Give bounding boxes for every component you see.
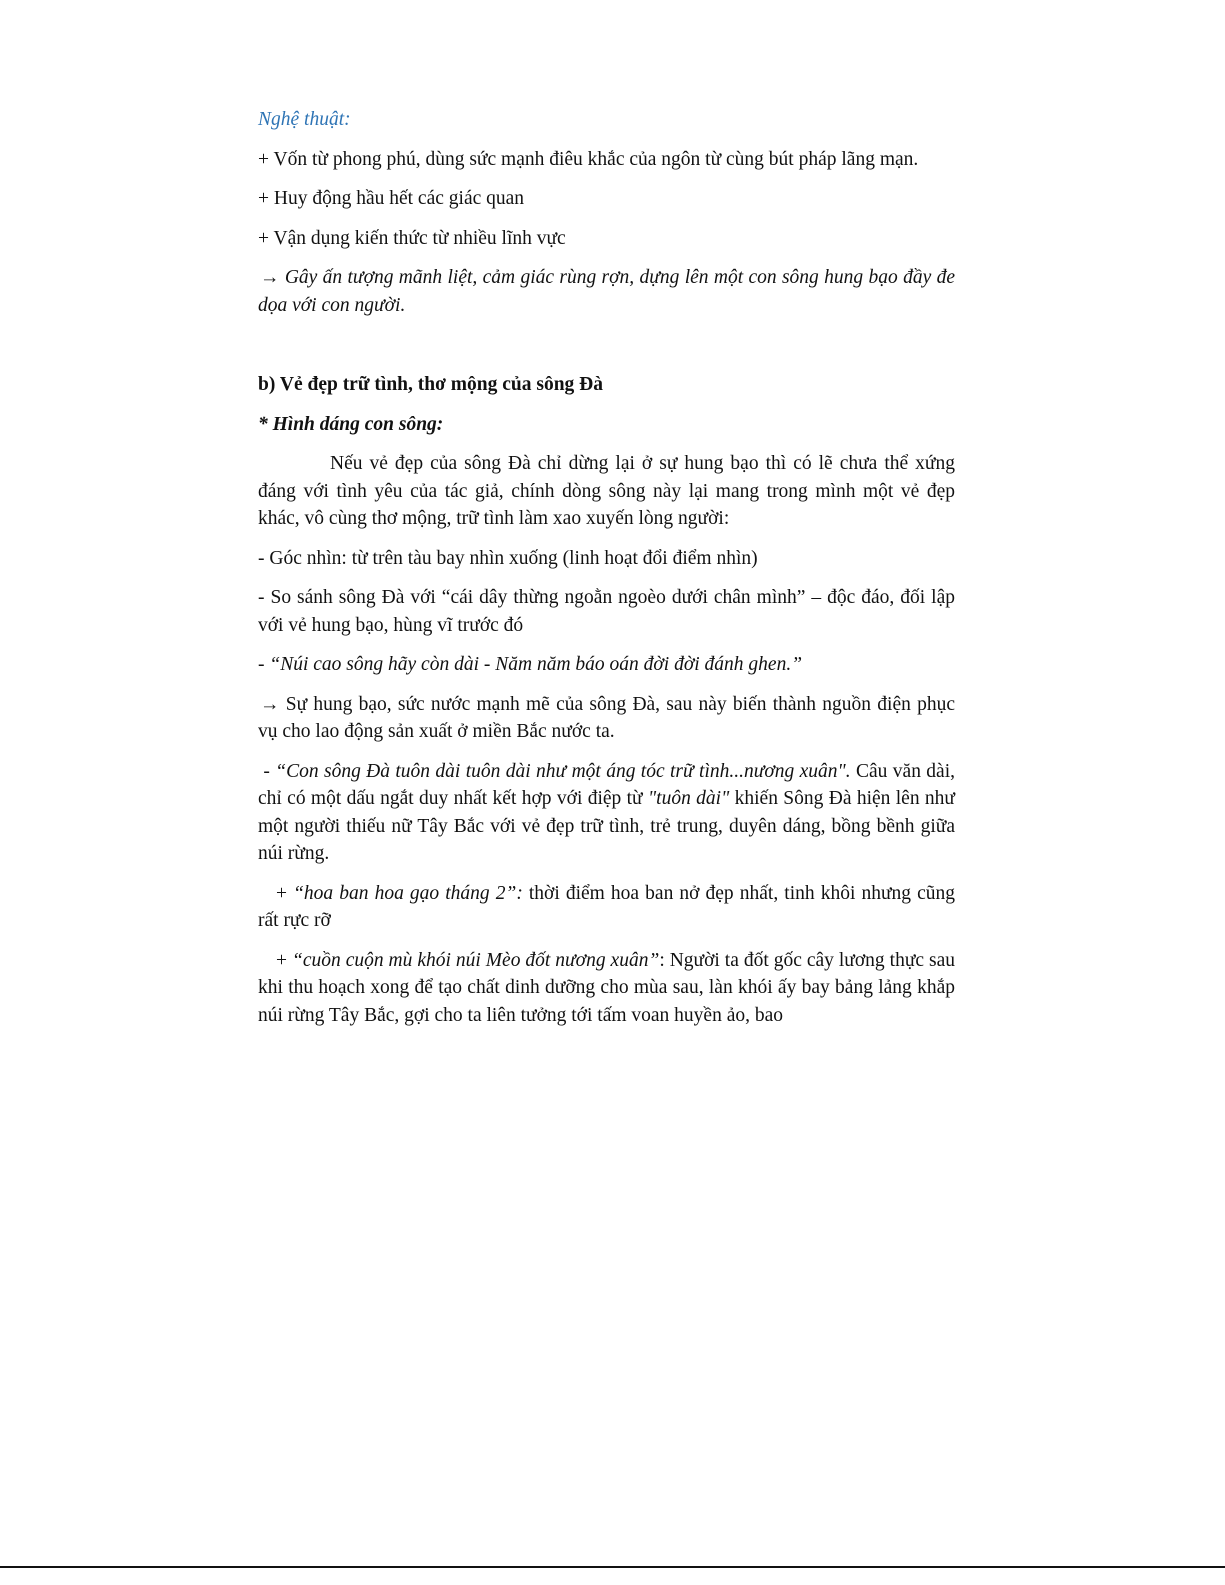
flower-rest: thời điểm hoa ban nở đẹp nhất, tinh khôi nhưng cũng rất rực rỡ bbox=[258, 882, 955, 931]
flower-prefix: + bbox=[276, 882, 294, 904]
section-b-title: b) Vẻ đẹp trữ tình, thơ mộng của sông Đà bbox=[258, 374, 604, 395]
power-conclusion: → Sự hung bạo, sức nước mạnh mẽ của sông Đà, sau này biến thành nguồn điện phục vụ cho lao động sản xuất ở miền Bắc nước ta. bbox=[258, 693, 955, 742]
hair-rest: khiến Sông Đà hiện lên như một người thiếu nữ Tây Bắc với vẻ đẹp trữ tình, trẻ trung, duyên dáng, bồng bềnh giữa núi rừng. bbox=[258, 788, 955, 864]
viewpoint-line: - Góc nhìn: từ trên tàu bay nhìn xuống (linh hoạt đổi điểm nhìn) bbox=[258, 547, 758, 569]
intro-paragraph: Nếu vẻ đẹp của sông Đà chỉ dừng lại ở sự hung bạo thì có lẽ chưa thể xứng đáng với tình yêu của tác giả, chính dòng sông này lại mang trong mình một vẻ đẹp khác, vô cùng thơ mộng, trữ tình làm xao xuyến lòng người: bbox=[258, 453, 955, 529]
smoke-rest: : Người ta đốt gốc cây lương thực sau khi thu hoạch xong để tạo chất dinh dưỡng cho mùa sau, làn khói ấy bay bảng lảng khắp núi rừng Tây Bắc, gợi cho ta liên tưởng tới tấm voan huyền ảo, bao bbox=[258, 949, 955, 1026]
hair-quote: “Con sông Đà tuôn dài tuôn dài như một áng tóc trữ tình...nương xuân". bbox=[275, 760, 851, 782]
hair-paragraph bbox=[258, 758, 955, 868]
smoke-quote: “cuồn cuộn mù khói núi Mèo đốt nương xuân” bbox=[291, 949, 660, 971]
art-item-senses: + Huy động hầu hết các giác quan bbox=[258, 188, 525, 209]
proverb-quote: “Núi cao sông hãy còn dài - Năm năm báo oán đời đời đánh ghen.” bbox=[269, 654, 803, 675]
hair-prefix: - bbox=[258, 760, 276, 782]
section-spacer bbox=[258, 331, 955, 371]
proverb-line bbox=[258, 651, 955, 679]
shape-heading: * Hình dáng con sông: bbox=[258, 413, 444, 435]
smoke-prefix: + bbox=[276, 949, 292, 971]
comparison-line: - So sánh sông Đà với “cái dây thừng ngoằn ngoèo dưới chân mình” – độc đáo, đối lập với vẻ hung bạo, hùng vĩ trước đó bbox=[258, 587, 955, 636]
page-bottom-rule bbox=[0, 1566, 1225, 1568]
hair-keyword: "tuôn dài" bbox=[647, 788, 730, 809]
flower-item bbox=[258, 880, 955, 935]
hair-middle: Câu văn dài, chỉ có một dấu ngắt duy nhất kết hợp với điệp từ bbox=[258, 760, 956, 809]
proverb-prefix: - bbox=[258, 654, 270, 675]
flower-quote: “hoa ban hoa gạo tháng 2”: bbox=[293, 882, 523, 904]
art-item-vocabulary: + Vốn từ phong phú, dùng sức mạnh điêu khắc của ngôn từ cùng bút pháp lãng mạn. bbox=[258, 148, 919, 170]
art-item-knowledge: + Vận dụng kiến thức từ nhiều lĩnh vực bbox=[258, 227, 566, 249]
art-conclusion: → Gây ấn tượng mãnh liệt, cảm giác rùng rợn, dựng lên một con sông hung bạo đầy đe dọa với con người. bbox=[258, 267, 955, 316]
smoke-item bbox=[258, 947, 955, 1030]
art-heading: Nghệ thuật: bbox=[258, 109, 351, 130]
document-page bbox=[258, 106, 955, 1041]
